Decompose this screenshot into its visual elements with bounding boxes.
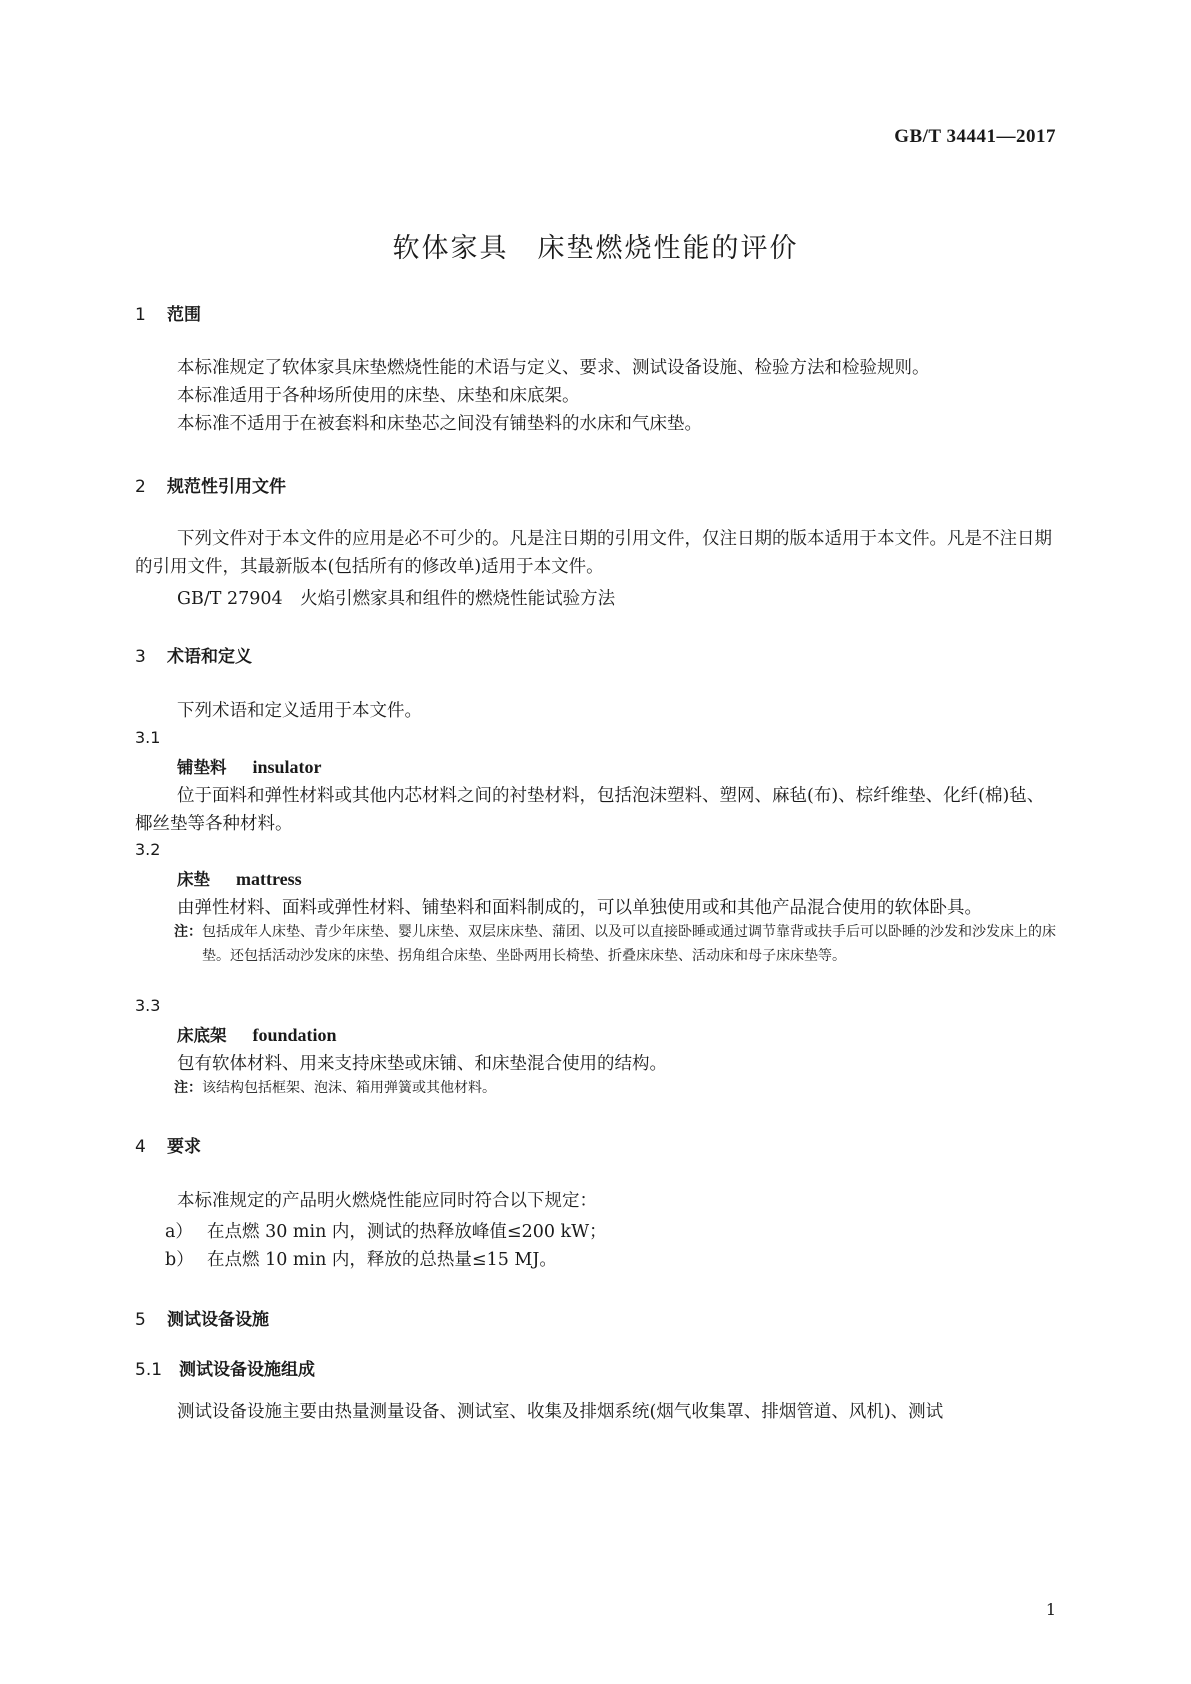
paragraph: 本标准适用于各种场所使用的床垫、床垫和床底架。 [177, 386, 580, 406]
item-text: 在点燃 10 min 内，释放的总热量≤15 MJ。 [207, 1250, 557, 1270]
section-title: 范围 [167, 305, 201, 325]
paragraph: 下列文件对于本文件的应用是必不可少的。凡是注日期的引用文件，仅注日期的版本适用于本文件。凡是不注日期的引用文件，其最新版本(包括所有的修改单)适用于本文件。 [135, 529, 1052, 577]
term-chinese: 床底架 [177, 1026, 227, 1045]
term-number: 3.3 [135, 996, 161, 1015]
term-chinese: 铺垫料 [177, 758, 227, 777]
section-title: 测试设备设施 [167, 1310, 269, 1330]
term-note [174, 920, 1060, 968]
section-title: 要求 [167, 1137, 201, 1157]
section-2-heading [135, 472, 286, 497]
term-number: 3.2 [135, 840, 161, 859]
normative-reference: GB/T 27904 火焰引燃家具和组件的燃烧性能试验方法 [177, 589, 616, 609]
note-text: 该结构包括框架、泡沫、箱用弹簧或其他材料。 [202, 1080, 496, 1096]
subsection-title: 测试设备设施组成 [179, 1360, 315, 1380]
item-marker: a） [165, 1222, 193, 1242]
section-title: 规范性引用文件 [167, 477, 286, 497]
term-heading [177, 866, 302, 890]
subsection-5-1-heading [135, 1355, 315, 1380]
term-chinese: 床垫 [177, 870, 210, 889]
subsection-number: 5.1 [135, 1360, 163, 1380]
item-text: 在点燃 30 min 内，测试的热释放峰值≤200 kW； [207, 1222, 607, 1242]
paragraph: 本标准规定了软体家具床垫燃烧性能的术语与定义、要求、测试设备设施、检验方法和检验规则。 [177, 358, 930, 378]
paragraph: 测试设备设施主要由热量测量设备、测试室、收集及排烟系统(烟气收集罩、排烟管道、风机)、测试 [177, 1402, 944, 1422]
section-number: 1 [135, 305, 146, 325]
section-3-heading [135, 642, 252, 667]
paragraph: 本标准规定的产品明火燃烧性能应同时符合以下规定： [177, 1191, 597, 1211]
note-label: 注： [174, 1080, 202, 1096]
section-number: 3 [135, 647, 146, 667]
paragraph: 下列术语和定义适用于本文件。 [177, 701, 422, 721]
term-heading [177, 754, 322, 778]
term-number: 3.1 [135, 728, 161, 747]
note-label: 注： [174, 924, 202, 940]
paragraph: 本标准不适用于在被套料和床垫芯之间没有铺垫料的水床和气床垫。 [177, 414, 702, 434]
requirement-item [165, 1246, 557, 1271]
page-number: 1 [1045, 1600, 1056, 1619]
section-4-heading [135, 1132, 201, 1157]
document-title: 软体家具 床垫燃烧性能的评价 [392, 233, 799, 264]
term-definition: 由弹性材料、面料或弹性材料、铺垫料和面料制成的，可以单独使用或和其他产品混合使用的软体卧具。 [177, 898, 982, 918]
requirement-item [165, 1218, 607, 1243]
section-title: 术语和定义 [167, 647, 252, 667]
section-1-heading [135, 300, 201, 325]
note-text: 包括成年人床垫、青少年床垫、婴儿床垫、双层床床垫、蒲团、以及可以直接卧睡或通过调节靠背或扶手后可以卧睡的沙发和沙发床上的床垫。还包括活动沙发床的床垫、拐角组合床垫、坐卧两用长椅垫、折叠床床垫、活动床和母子床床垫等。 [202, 924, 1056, 964]
section-number: 2 [135, 477, 146, 497]
term-heading [177, 1022, 337, 1046]
term-definition: 包有软体材料、用来支持床垫或床铺、和床垫混合使用的结构。 [177, 1054, 667, 1074]
term-english: foundation [252, 1025, 337, 1045]
term-english: mattress [236, 869, 302, 889]
section-number: 4 [135, 1137, 146, 1157]
term-english: insulator [252, 757, 322, 777]
item-marker: b） [165, 1250, 194, 1270]
standard-code: GB/T 34441—2017 [894, 126, 1056, 147]
term-note [174, 1076, 1060, 1100]
section-number: 5 [135, 1310, 146, 1330]
term-definition: 位于面料和弹性材料或其他内芯材料之间的衬垫材料，包括泡沫塑料、塑网、麻毡(布)、棕纤维垫、化纤(棉)毡、椰丝垫等各种材料。 [135, 786, 1045, 834]
section-5-heading [135, 1305, 269, 1330]
